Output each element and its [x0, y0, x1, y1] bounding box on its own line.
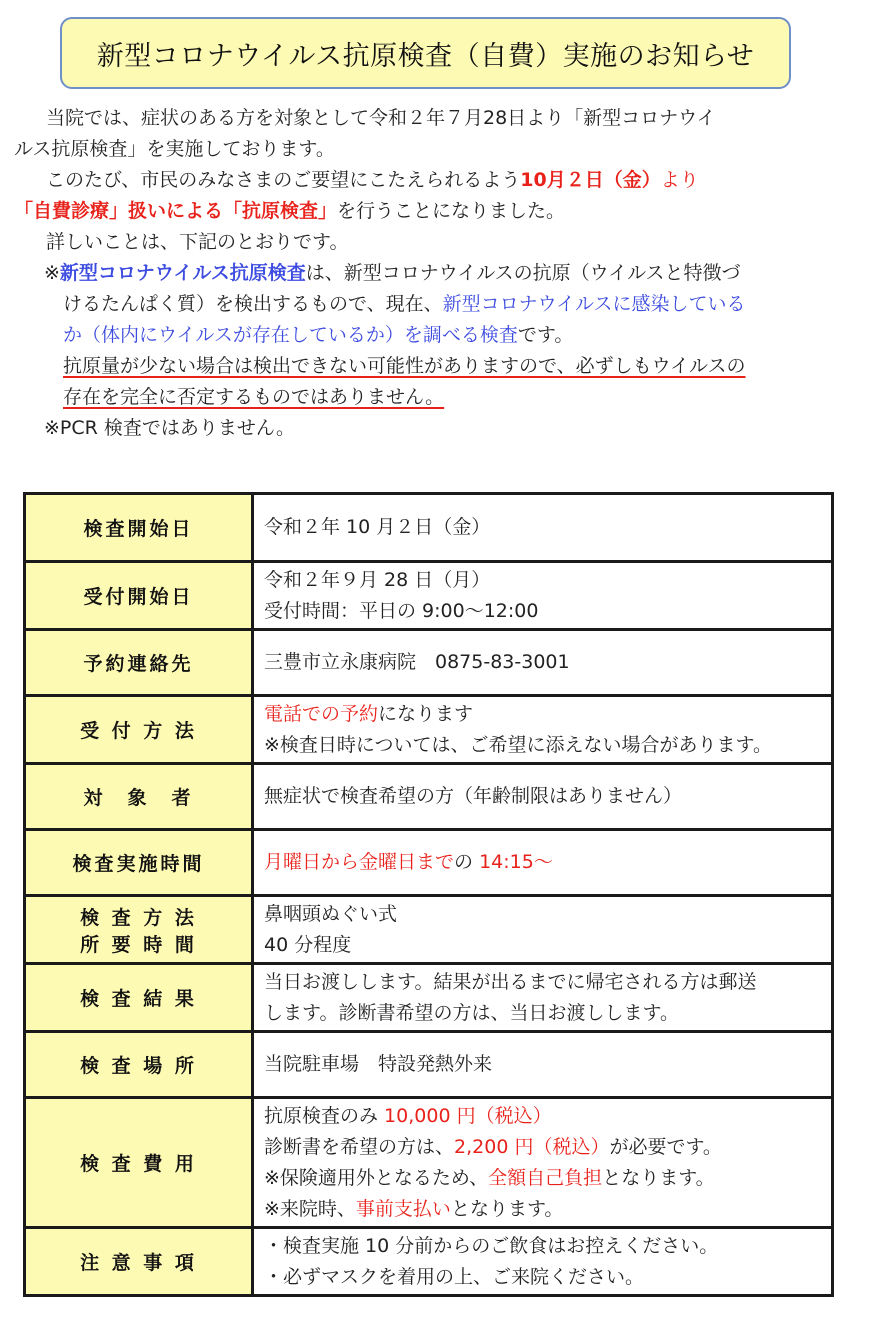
intro-text: このたび、市民のみなさまのご要望にこたえられるよう — [46, 169, 521, 191]
value-text: の — [454, 851, 474, 873]
note-1 — [14, 258, 844, 289]
value-text: が必要です。 — [609, 1135, 722, 1158]
label-line: 検 査 方 法 — [80, 906, 197, 929]
phone-reservation-highlight: 電話での予約 — [264, 702, 379, 725]
row-value: 令和２年 10 月２日（金） — [253, 494, 833, 562]
row-label: 検 査 場 所 — [25, 1032, 253, 1098]
value-line — [264, 1101, 821, 1132]
row-value: 当院駐車場 特設発熱外来 — [253, 1032, 833, 1098]
weekday-highlight: 月曜日から金曜日まで — [264, 851, 455, 873]
row-value — [253, 696, 833, 764]
table-row — [25, 896, 833, 964]
row-label: 検査実施時間 — [25, 830, 253, 896]
note-1-warning-2 — [14, 382, 844, 413]
value-text: 抗原検査のみ — [264, 1104, 379, 1127]
table-row — [25, 1228, 833, 1296]
intro-text: 詳しいことは、下記のとおりです。 — [46, 231, 349, 253]
value-text: ※保険適用外となるため、 — [264, 1166, 489, 1189]
note-text: は、新型コロナウイルスの抗原（ウイルスと特徴づ — [305, 262, 741, 284]
self-pay-highlight: 全額自己負担 — [488, 1166, 603, 1189]
row-label: 検 査 結 果 — [25, 964, 253, 1032]
row-label: 対 象 者 — [25, 764, 253, 830]
row-label: 予約連絡先 — [25, 630, 253, 696]
note-1-line-3 — [14, 320, 844, 351]
intro-text: ルス抗原検査」を実施しております。 — [14, 138, 335, 160]
value-text: ※来院時、 — [264, 1197, 356, 1220]
value-text: となります。 — [450, 1197, 564, 1220]
value-line: 受付時間：平日の 9:00～12:00 — [264, 599, 539, 622]
row-value — [253, 896, 833, 964]
row-label — [25, 896, 253, 964]
value-line: します。診断書希望の方は、当日お渡しします。 — [264, 1001, 679, 1024]
intro-paragraph-2b — [14, 196, 844, 227]
table-row — [25, 1032, 833, 1098]
value-line: ・検査実施 10 分前からのご飲食はお控えください。 — [264, 1234, 719, 1257]
price-highlight: 2,200 円（税込） — [454, 1135, 610, 1158]
note-text: ※PCR 検査ではありません。 — [44, 417, 296, 439]
note-1-warning — [14, 351, 844, 382]
table-row — [25, 630, 833, 696]
row-label: 注 意 事 項 — [25, 1228, 253, 1296]
table-row — [25, 964, 833, 1032]
antigen-test-term: 新型コロナウイルス抗原検査 — [59, 262, 306, 284]
row-value — [253, 1098, 833, 1228]
row-value — [253, 964, 833, 1032]
value-line: 40 分程度 — [264, 933, 352, 956]
intro-paragraph-3 — [14, 227, 844, 258]
value-line — [264, 1194, 821, 1225]
note-blue-text: 新型コロナウイルスに感染している — [442, 293, 746, 315]
note-1-line-2 — [14, 289, 844, 320]
intro-paragraph-1 — [14, 103, 844, 134]
row-label: 検査開始日 — [25, 494, 253, 562]
row-value: 三豊市立永康病院 0875-83-3001 — [253, 630, 833, 696]
label-line: 所 要 時 間 — [80, 933, 197, 956]
value-line — [264, 1163, 821, 1194]
value-line: ・必ずマスクを着用の上、ご来院ください。 — [264, 1265, 645, 1288]
table-row — [25, 696, 833, 764]
value-text: となります。 — [602, 1166, 715, 1189]
value-line — [264, 699, 821, 730]
value-text: になります — [378, 702, 474, 725]
intro-text: を行うことになりました。 — [337, 200, 566, 222]
notice-title: 新型コロナウイルス抗原検査（自費）実施のお知らせ — [60, 17, 791, 89]
intro-paragraph-1b — [14, 134, 844, 165]
value-line: 鼻咽頭ぬぐい式 — [264, 902, 398, 925]
intro-text: 当院では、症状のある方を対象として令和２年７月28日より「新型コロナウイ — [46, 107, 716, 129]
time-highlight: 14:15～ — [473, 851, 553, 873]
row-value — [253, 1228, 833, 1296]
table-row — [25, 562, 833, 630]
price-highlight: 10,000 円（税込） — [378, 1104, 552, 1127]
note-blue-text: か（体内にウイルスが存在しているか）を調べる検査 — [63, 324, 518, 346]
prepay-highlight: 事前支払い — [355, 1197, 451, 1220]
table-row — [25, 764, 833, 830]
row-label: 検 査 費 用 — [25, 1098, 253, 1228]
table-row — [25, 830, 833, 896]
value-line — [264, 1132, 821, 1163]
start-date-highlight: 10月２日（金） — [520, 169, 661, 191]
note-text: けるたんぱく質）を検出するもので、現在、 — [63, 293, 443, 315]
note-mark: ※ — [44, 262, 60, 284]
note-text: です。 — [517, 324, 574, 346]
note-2 — [14, 413, 844, 444]
row-label: 受 付 方 法 — [25, 696, 253, 764]
row-value — [253, 830, 833, 896]
self-pay-highlight: 「自費診療」扱いによる「抗原検査」 — [14, 200, 338, 222]
intro-paragraph-2 — [14, 165, 844, 196]
row-label: 受付開始日 — [25, 562, 253, 630]
value-line: 当日お渡しします。結果が出るまでに帰宅される方は郵送 — [264, 970, 757, 993]
table-row — [25, 494, 833, 562]
value-text: 診断書を希望の方は、 — [264, 1135, 455, 1158]
warning-underlined-text: 抗原量が少ない場合は検出できない可能性がありますので、必ずしもウイルスの — [63, 355, 746, 377]
table-row — [25, 1098, 833, 1228]
intro-section — [14, 103, 844, 444]
row-value: 無症状で検査希望の方（年齢制限はありません） — [253, 764, 833, 830]
value-line: ※検査日時については、ご希望に添えない場合があります。 — [264, 733, 773, 756]
info-table — [23, 492, 834, 1297]
value-line: 令和２年９月 28 日（月） — [264, 568, 491, 591]
intro-text: より — [660, 169, 699, 191]
row-value — [253, 562, 833, 630]
warning-underlined-text: 存在を完全に否定するものではありません。 — [63, 386, 445, 408]
